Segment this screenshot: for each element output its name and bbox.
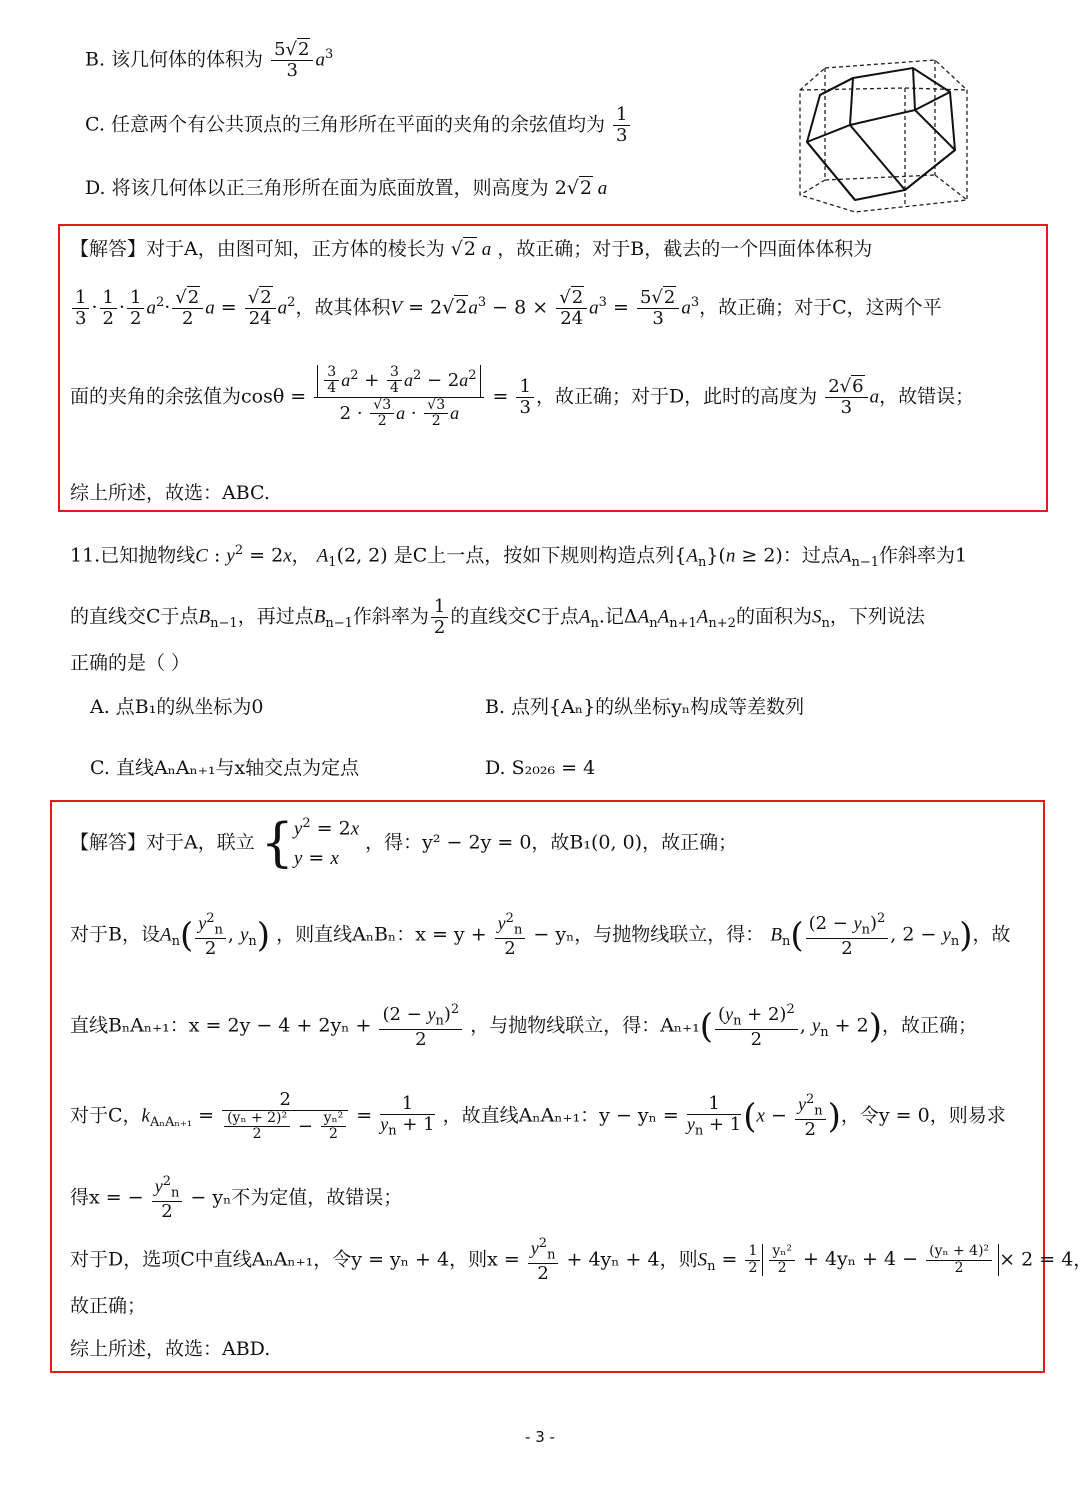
- option-d-text: D. 将该几何体以正三角形所在面为底面放置，则高度为: [85, 177, 549, 199]
- solution2-line8: 综上所述，故选：ABD.: [70, 1338, 271, 1360]
- solution2-text: 直线BₙAₙ₊₁：x = 2y − 4 + 2yₙ +: [70, 1014, 372, 1037]
- solution2-text: 得x = −: [70, 1186, 144, 1209]
- fraction: $\frac{5√2}{3}$: [271, 40, 313, 81]
- option-d: D. 将该几何体以正三角形所在面为底面放置，则高度为 2√2 a: [85, 177, 608, 199]
- q11-option-d: D. S₂₀₂₆ = 4: [485, 757, 596, 779]
- q11-option-a: A. 点B₁的纵坐标为0: [90, 696, 264, 718]
- q11-text: ：过点: [782, 544, 840, 567]
- solution2-text: 【解答】对于A，联立: [70, 831, 255, 854]
- solution1-line4: 综上所述，故选：ABC.: [70, 482, 270, 504]
- q11-text: 作斜率为: [352, 605, 429, 628]
- solution1-text: ，故其体积: [295, 296, 391, 319]
- solution2-text: ，则直线AₙBₙ：x = y +: [276, 923, 487, 946]
- solution1-text: 【解答】对于A，由图可知，正方体的棱长为: [70, 238, 445, 260]
- solution2-text: ，故正确；: [882, 1014, 978, 1037]
- solution2-text: − yₙ不为定值，故错误；: [190, 1186, 403, 1209]
- solution2-text: ，故直线AₙAₙ₊₁：y − yₙ =: [442, 1104, 679, 1127]
- option-b: B. 该几何体的体积为 $\frac{5√2}{3}$ $a^3$: [85, 39, 334, 81]
- q11-line1: 11.已知抛物线C : $y^2 = 2x$， $A_1(2$, 2) 是C上一点，按如下规则构造点列$\{A_n\}(n \ge 2)$：过点$A_{n-1}$作斜率为1: [70, 543, 968, 571]
- solution-box-2: [50, 800, 1045, 1373]
- q11-line2: 的直线交C于点$B_{n-1}$，再过点$B_{n-1}$作斜率为 $\frac{1}{2}$ 的直线交C于点$A_n$.记$\Delta A_nA_{n+1}A_{n+2}$的面积为$S_n$，下列说法: [70, 596, 925, 638]
- q11-text: 的面积为: [735, 605, 812, 628]
- solution1-line3: 面的夹角的余弦值为cosθ = $\frac{3}{4}$ $a^2$ + $\frac{3}{4}$ $a^2 - 2a^2$ 2 · $\frac{√3}{2}$ a · $\frac{√3}{2}$ a = $\frac{1}{3}$ ，故正确；对于D，此时的高度为 $\frac{2√6}{3}$ a，故错误；: [70, 364, 975, 430]
- solution2-text: × 2 = 4，: [999, 1248, 1092, 1271]
- solution2-text: ，得：y² − 2y = 0，故B₁(0, 0)，故正确；: [365, 831, 738, 854]
- solution1-text: 面的夹角的余弦值为cosθ =: [70, 385, 307, 408]
- page-number: - 3 -: [525, 1428, 555, 1446]
- q11-text: 的直线交C于点: [70, 605, 199, 628]
- solution1-line1: 【解答】对于A，由图可知，正方体的棱长为 √2 a ，故正确；对于B，截去的一个四面体体积为: [70, 238, 873, 260]
- q11-line3: 正确的是（ ）: [70, 652, 191, 674]
- q11-text: 11.已知抛物线: [70, 544, 196, 567]
- solution2-text: ，令y = 0，则易求: [840, 1104, 1006, 1127]
- solution2-text: ，故: [972, 923, 1011, 946]
- q11-text: ，下列说法: [829, 605, 925, 628]
- q11-text: 作斜率为1: [879, 544, 968, 567]
- solution2-text: ，与抛物线联立，得：Aₙ₊₁: [470, 1014, 700, 1037]
- solution2-text: 对于C，: [70, 1104, 142, 1127]
- solution2-line3: 直线BₙAₙ₊₁：x = 2y − 4 + 2yₙ + $\frac{(2 - y_n)^2}{2}$ ，与抛物线联立，得：Aₙ₊₁( $\frac{(y_n + 2)^2}{2}$ , $y_n + 2$)，故正确；: [70, 1002, 978, 1050]
- solution2-text: − yₙ，与抛物线联立，得：: [533, 923, 765, 946]
- option-b-text: B. 该几何体的体积为: [85, 48, 264, 71]
- solution2-line1: 【解答】对于A，联立 { $y^2 = 2x$ y = x ，得：y² − 2y = 0，故B₁(0, 0)，故正确；: [70, 813, 738, 874]
- q11-text: .记: [598, 605, 624, 628]
- solution2-text: + 4yₙ + 4，则: [566, 1248, 698, 1271]
- solution1-text: ，故正确；对于D，此时的高度为: [535, 385, 818, 408]
- solution2-text: 对于D，选项C中直线AₙAₙ₊₁，令y = yₙ + 4，则x =: [70, 1248, 520, 1271]
- option-c-text: C. 任意两个有公共顶点的三角形所在平面的夹角的余弦值均为: [85, 113, 605, 136]
- q11-option-b: B. 点列{Aₙ}的纵坐标yₙ构成等差数列: [485, 696, 805, 718]
- solution2-line7: 故正确；: [70, 1295, 147, 1317]
- solution1-text: ，故正确；对于C，这两个平: [699, 296, 942, 319]
- cuboctahedron-figure: [795, 50, 975, 220]
- solution2-line6: 对于D，选项C中直线AₙAₙ₊₁，令y = yₙ + 4，则x = $\frac{y^2_n}{2}$ + 4yₙ + 4，则$S_n$ = $\frac{1}{2}$ $\frac{\text{yₙ²}}{2}$ + 4yₙ + 4 − $\frac{\text{(yₙ + 4)²}}{2}$ × 2 = 4，: [70, 1236, 1092, 1284]
- solution2-line4: 对于C，$k_{A_nA_{n+1}}$ = 2 $\frac{\text{(yₙ + 2)²}}{2}$ − $\frac{\text{yₙ²}}{2}$ = $\frac{1}{y_n + 1}$ ，故直线AₙAₙ₊₁：y − yₙ = $\frac{1}{y_n + 1}$ (x − $\frac{y^2_n}{2}$ )，令y = 0，则易求: [70, 1089, 1006, 1143]
- solution2-line2: 对于B，设$A_n$( $\frac{y^2_n}{2}$ , $y_n$) ，则直线AₙBₙ：x = y + $\frac{y^2_n}{2}$ − yₙ，与抛物线联立，得： $B_n$( $\frac{(2 - y_n)^2}{2}$ , $2 - y_n$)，故: [70, 911, 1011, 959]
- solution2-line5: 得x = − $\frac{y^2_n}{2}$ − yₙ不为定值，故错误；: [70, 1174, 403, 1222]
- q11-text: ，再过点: [237, 605, 314, 628]
- q11-option-c: C. 直线AₙAₙ₊₁与x轴交点为定点: [90, 757, 360, 779]
- q11-text: 是C上一点，按如下规则构造点列: [393, 544, 675, 567]
- solution1-line2: $\frac{1}{3}$ · $\frac{1}{2}$ · $\frac{1}{2}$ $a^2\cdot$ $\frac{√2}{2}$ a = $\frac{√2}{24}$ $a^2$，故其体积$V = 2√2a^3 - 8$ × $\frac{√2}{24}$ $a^3$ = $\frac{5√2}{3}$ $a^3$，故正确；对于C，这两个平: [70, 288, 942, 329]
- option-c: [85, 105, 632, 146]
- solution1-text: ，故错误；: [879, 385, 975, 408]
- solution2-text: 对于B，设: [70, 923, 160, 946]
- fraction: $\frac{1}{3}$: [613, 105, 630, 146]
- q11-text: 的直线交C于点: [450, 605, 579, 628]
- solution1-text: ，故正确；对于B，截去的一个四面体体积为: [497, 238, 873, 260]
